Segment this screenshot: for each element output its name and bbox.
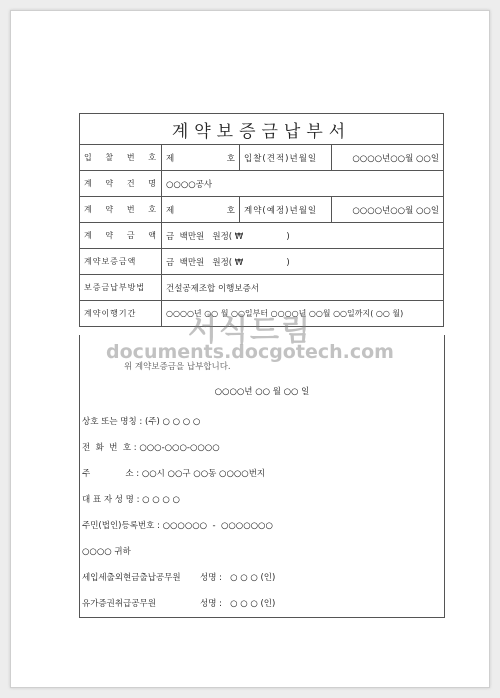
contract-name-value: ○○○○공사 bbox=[162, 171, 444, 197]
contract-amount-label: 계 약 금 액 bbox=[80, 223, 162, 249]
official-role-1: 세입세출외현금출납공무원 bbox=[82, 573, 181, 583]
bid-number-label: 입 찰 번 호 bbox=[80, 145, 162, 171]
watermark-title: 서식드림 bbox=[188, 313, 312, 348]
deposit-amount-value: 금 백만원 원정( ₩ ) bbox=[162, 249, 444, 275]
contract-number-label: 계 약 번 호 bbox=[80, 197, 162, 223]
official-name-1: 성명 : ○ ○ ○ (인) bbox=[200, 573, 276, 583]
statement-text: 위 계약보증금을 납부합니다. bbox=[124, 362, 231, 372]
official-name-2: 성명 : ○ ○ ○ (인) bbox=[200, 599, 276, 609]
contract-number-prefix: 제 bbox=[162, 197, 216, 223]
deposit-amount-label: 계약보증금액 bbox=[80, 249, 162, 275]
bid-date-value: ○○○○년○○월 ○○일 bbox=[332, 145, 444, 171]
watermark-url: documents.docgotech.com bbox=[106, 341, 394, 363]
deposit-method-label: 보증금납부방법 bbox=[80, 275, 162, 301]
bid-number-prefix: 제 bbox=[162, 145, 216, 171]
recipient: ○○○○ 귀하 bbox=[82, 547, 131, 557]
bid-number-suffix: 호 bbox=[216, 145, 240, 171]
period-label: 계약이행기간 bbox=[80, 301, 162, 327]
contract-date-label: 계약(예정)년월일 bbox=[240, 197, 332, 223]
contract-number-suffix: 호 bbox=[216, 197, 240, 223]
bid-date-label: 입찰(견적)년월일 bbox=[240, 145, 332, 171]
form-title: 계약보증금납부서 bbox=[80, 114, 444, 145]
company-phone: 전 화 번 호 : ○○○-○○○-○○○○ bbox=[82, 443, 220, 453]
ceo-name: 대 표 자 성 명 : ○ ○ ○ ○ bbox=[82, 495, 180, 505]
contract-amount-value: 금 백만원 원정( ₩ ) bbox=[162, 223, 444, 249]
company-name: 상호 또는 명칭 : (주) ○ ○ ○ ○ bbox=[82, 417, 201, 427]
official-role-2: 유가증권취급공무원 bbox=[82, 599, 156, 609]
deposit-method-value: 건설공제조합 이행보증서 bbox=[162, 275, 444, 301]
deposit-form-table bbox=[79, 113, 444, 327]
contract-name-label: 계 약 건 명 bbox=[80, 171, 162, 197]
declaration-section bbox=[79, 335, 445, 618]
company-address: 주 소 : ○○시 ○○구 ○○동 ○○○○번지 bbox=[82, 469, 266, 479]
period-value: ○○○○년 ○○ 월 ○○일부터 ○○○○년 ○○월 ○○일까지( ○○ 월) bbox=[162, 301, 444, 327]
registration-number: 주민(법인)등록번호 : ○○○○○○ - ○○○○○○○ bbox=[82, 521, 273, 531]
contract-date-value: ○○○○년○○월 ○○일 bbox=[332, 197, 444, 223]
declaration-date: ○○○○년 ○○ 월 ○○ 일 bbox=[214, 387, 310, 397]
